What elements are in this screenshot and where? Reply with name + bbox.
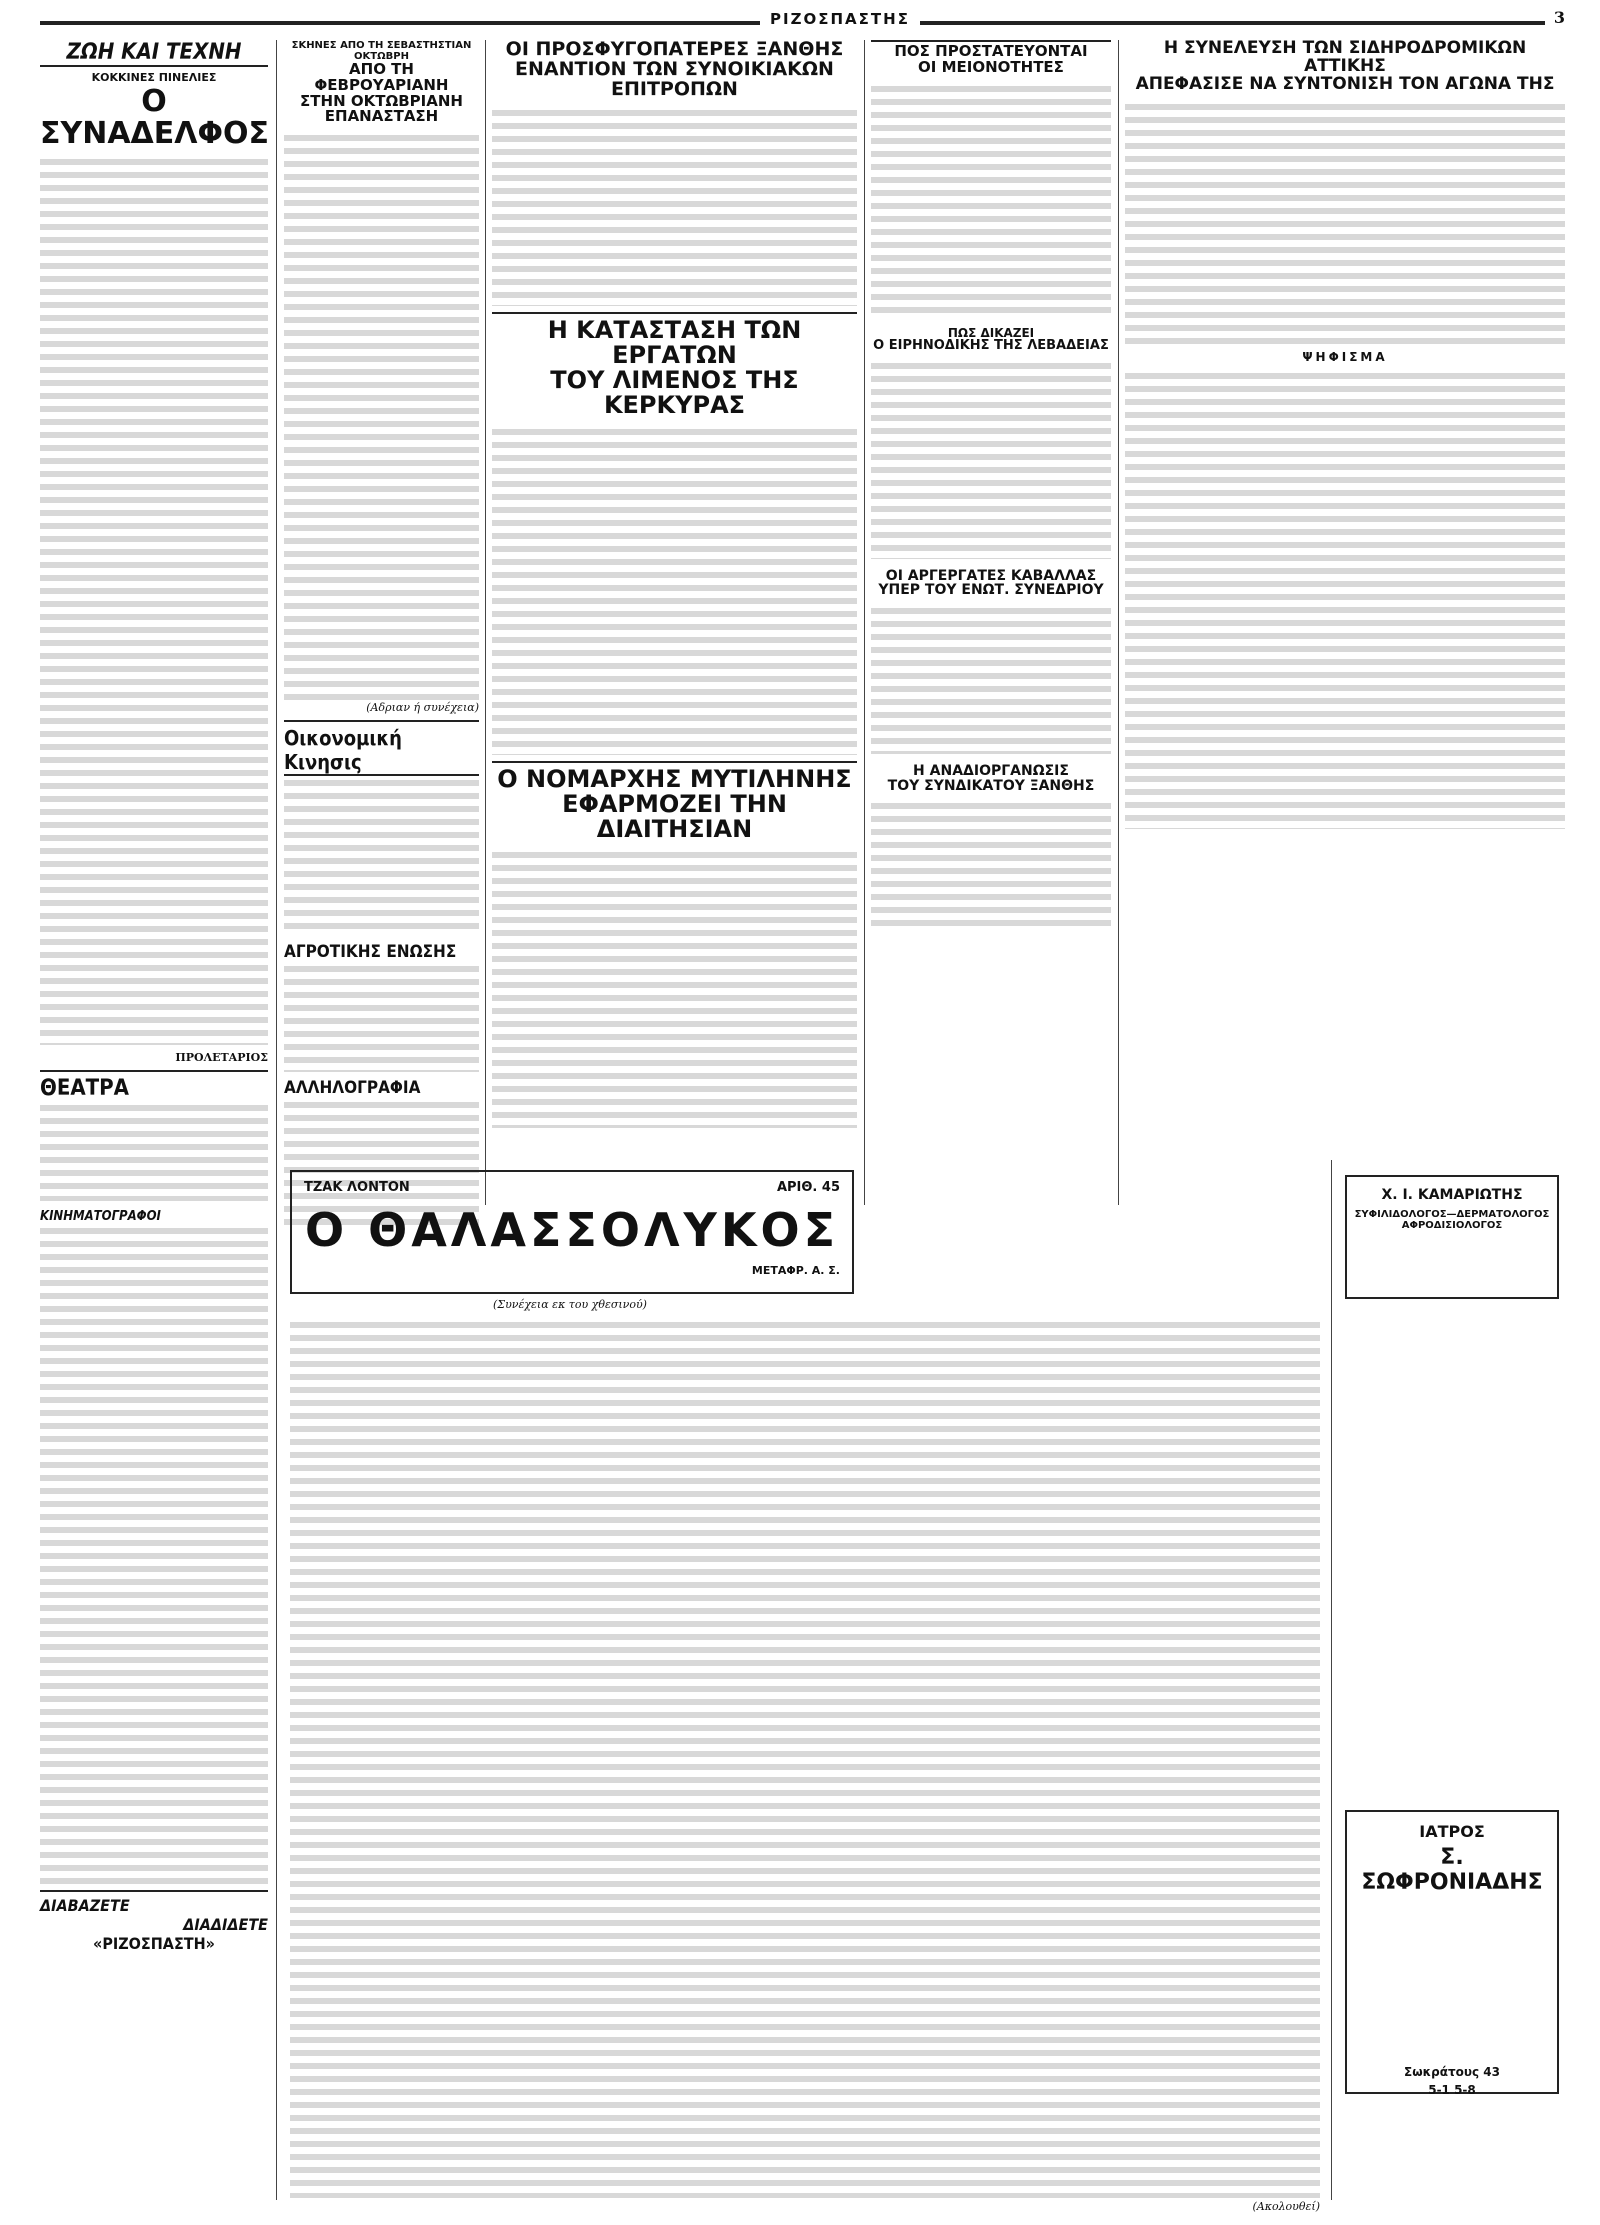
rule [492, 761, 857, 763]
article-body [1125, 369, 1565, 829]
kicker: ΣΚΗΝΕΣ ΑΠΟ ΤΗ ΣΕΒΑΣΤΗΣΤΙΑΝ ΟΚΤΩΒΡΗ [291, 40, 472, 62]
headline: ΕΝΑΝΤΙΟΝ ΤΩΝ ΣΥΝΟΙΚΙΑΚΩΝ ΕΠΙΤΡΟΠΩΝ [515, 57, 834, 100]
article-body [871, 799, 1111, 929]
article-body [492, 848, 857, 1128]
economy-body [284, 776, 479, 936]
column-rule [864, 40, 865, 1205]
headline: ΠΟΣ ΠΡΟΣΤΑΤΕΥΟΝΤΑΙ [871, 40, 1111, 60]
rule [40, 1890, 268, 1892]
ad-line: Σωκράτους 43 [1404, 2065, 1500, 2079]
footer-read: ΔΙΑΒΑΖΕΤΕ [40, 1896, 130, 1915]
agro-body [284, 962, 479, 1072]
column-rule [485, 40, 486, 1205]
column-1 [40, 40, 268, 1953]
column-rule [1118, 40, 1119, 1205]
footer-spread: ΔΙΑΔΙΔΕΤΕ [183, 1915, 268, 1934]
headline: Ο ΣΥΝΑΔΕΛΦΟΣ [40, 84, 269, 151]
headline: ΕΦΑΡΜΟΖΕΙ ΤΗΝ ΔΙΑΙΤΗΣΙΑΝ [562, 789, 787, 843]
serial-continued: (Συνέχεια εκ του χθεσινού) [493, 1298, 647, 1311]
ad-line: ΙΑΤΡΟΣ [1419, 1822, 1485, 1841]
masthead-rule-left [40, 21, 760, 25]
ad-line: Σ. ΣΩΦΡΟΝΙΑΔΗΣ [1361, 1845, 1543, 1895]
article-body [871, 604, 1111, 754]
economy-heading: Οικονομική Κινησις [284, 726, 479, 776]
headline: ΥΠΕΡ ΤΟΥ ΕΝΩΤ. ΣΥΝΕΔΡΙΟΥ [878, 582, 1104, 599]
headline-line2: ΣΤΗΝ ΟΚΤΩΒΡΙΑΝΗ ΕΠΑΝΑΣΤΑΣΗ [300, 91, 463, 126]
column-rule [1331, 1160, 1332, 2200]
column-2 [284, 40, 479, 1228]
rule [492, 312, 857, 314]
headline: Ο ΝΟΜΑΡΧΗΣ ΜΥΤΙΛΗΝΗΣ [497, 764, 852, 793]
headline: Ο ΕΙΡΗΝΟΔΙΚΗΣ ΤΗΣ ΛΕΒΑΔΕΙΑΣ [873, 338, 1109, 354]
headline: Η ΚΑΤΑΣΤΑΣΗ ΤΩΝ ΕΡΓΑΤΩΝ [547, 315, 802, 369]
ad-line: ΣΥΦΙΛΙΔΟΛΟΓΟΣ—ΔΕΡΜΑΤΟΛΟΓΟΣ ΑΦΡΟΔΙΣΙΟΛΟΓΟΣ [1354, 1209, 1550, 1231]
article-body [871, 82, 1111, 317]
article-body [284, 131, 479, 701]
masthead [40, 8, 1565, 36]
headline-line1: ΑΠΟ ΤΗ ΦΕΒΡΟΥΑΡΙΑΝΗ [314, 60, 449, 94]
article-body [1125, 100, 1565, 345]
headline: Η ΣΥΝΕΛΕΥΣΗ ΤΩΝ ΣΙΔΗΡΟΔΡΟΜΙΚΩΝ ΑΤΤΙΚΗΣ [1163, 38, 1527, 76]
footer-paper: «ΡΙΖΟΣΠΑΣΤΗ» [93, 1934, 215, 1953]
column-3 [492, 40, 857, 1128]
headline: ΟΙ ΑΡΓΕΡΓΑΤΕΣ ΚΑΒΑΛΛΑΣ [885, 567, 1097, 584]
column-rule [276, 40, 277, 2200]
article-body [492, 106, 857, 306]
masthead-rule-right [920, 21, 1545, 25]
article-body [492, 425, 857, 755]
cinema-listings [40, 1224, 268, 1884]
agro-heading: ΑΓΡΟΤΙΚΗΣ ΕΝΩΣΗΣ [284, 942, 457, 962]
kicker: ΚΟΚΚΙΝΕΣ ΠΙΝΕΛΙΕΣ [91, 71, 217, 84]
serial-body [290, 1318, 1320, 2198]
serial-author: ΤΖΑΚ ΛΟΝΤΟΝ [304, 1180, 410, 1195]
section-title: ΖΩΗ ΚΑΙ ΤΕΧΝΗ [40, 40, 268, 67]
article-body [40, 155, 268, 1045]
serial-next: (Ακολουθεί) [1252, 2200, 1320, 2213]
headline: ΤΟΥ ΛΙΜΕΝΟΣ ΤΗΣ ΚΕΡΚΥΡΑΣ [550, 366, 799, 420]
ad-box [1345, 1175, 1559, 1299]
letters-heading: ΑΛΛΗΛΟΓΡΑΦΙΑ [284, 1078, 421, 1098]
signature: ΠΡΟΛΕΤΑΡΙΟΣ [175, 1051, 268, 1064]
theatre-listings [40, 1101, 268, 1201]
ad-box [1345, 1810, 1559, 2097]
ad-line: Χ. Ι. ΚΑΜΑΡΙΩΤΗΣ [1381, 1187, 1523, 1203]
masthead-title: ΡΙΖΟΣΠΑΣΤΗΣ [770, 10, 910, 28]
rule [40, 1070, 268, 1072]
headline: ΟΙ ΠΡΟΣΦΥΓΟΠΑΤΕΡΕΣ ΞΑΝΘΗΣ [505, 38, 844, 60]
cinema-heading: ΚΙΝΗΜΑΤΟΓΡΑΦΟΙ [40, 1209, 161, 1224]
column-5 [1125, 40, 1565, 829]
headline: ΠΩΣ ΔΙΚΑΖΕΙ [947, 325, 1035, 340]
rule [284, 720, 479, 722]
headline: ΑΠΕΦΑΣΙΣΕ ΝΑ ΣΥΝΤΟΝΙΣΗ ΤΟΝ ΑΓΩΝΑ ΤΗΣ [1135, 73, 1555, 94]
theatre-heading: ΘΕΑΤΡΑ [40, 1076, 129, 1101]
article-body [871, 359, 1111, 559]
signature: (Αδριαν ή συνέχεια) [366, 701, 479, 714]
serial-header [290, 1170, 854, 1294]
serial-translator: ΜΕΤΑΦΡ. Α. Σ. [751, 1264, 840, 1277]
headline: ΤΟΥ ΣΥΝΔΙΚΑΤΟΥ ΞΑΝΘΗΣ [887, 777, 1095, 794]
serial-number: ΑΡΙΘ. 45 [776, 1180, 840, 1195]
headline: ΟΙ ΜΕΙΟΝΟΤΗΤΕΣ [918, 57, 1064, 76]
page-number: 3 [1553, 8, 1565, 27]
serial-title: Ο ΘΑΛΑΣΣΟΛΥΚΟΣ [304, 1203, 840, 1257]
resolution-heading: ΨΗΦΙΣΜΑ [1302, 349, 1388, 364]
ad-line: 5-1 5-8 [1428, 2083, 1476, 2097]
headline: Η ΑΝΑΔΙΟΡΓΑΝΩΣΙΣ [913, 763, 1069, 780]
column-4 [871, 40, 1111, 929]
